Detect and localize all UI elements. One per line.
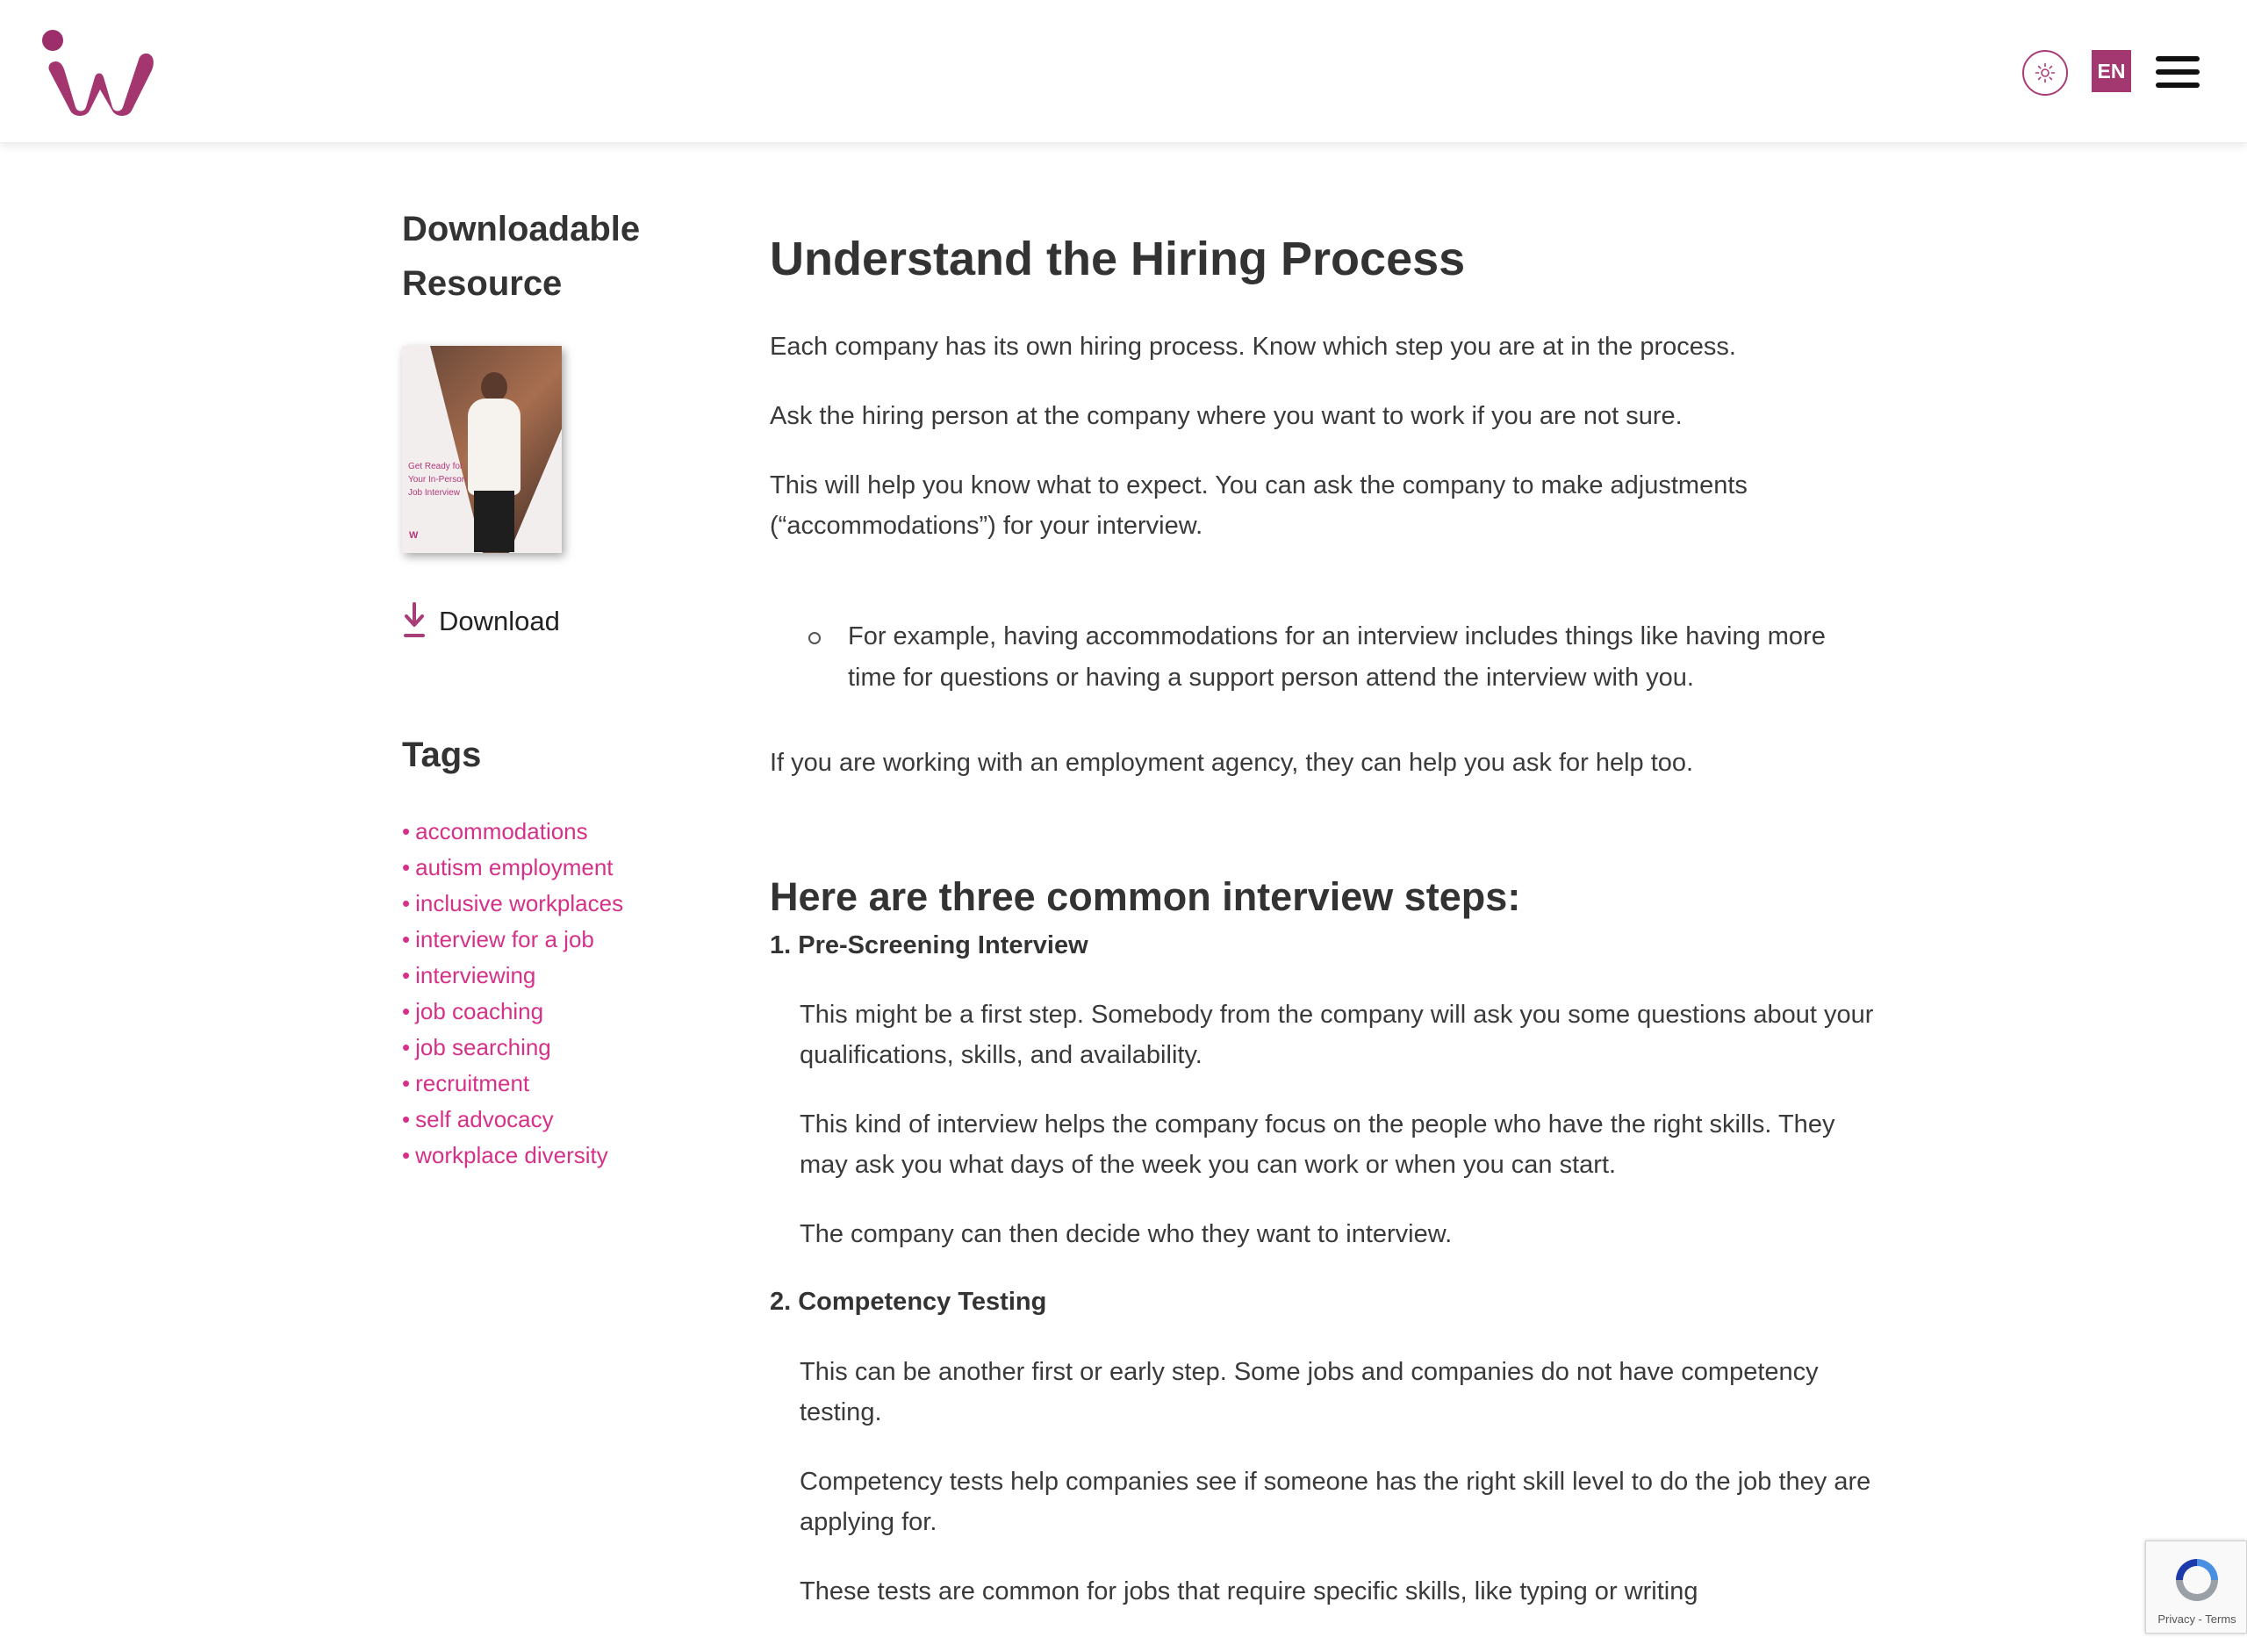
step-paragraph: This can be another first or early step. Some jobs and companies do not have competency testing. bbox=[800, 1358, 1819, 1426]
step-paragraph: This might be a first step. Somebody from the company will ask you some questions about your qualifications, skills, and availability. bbox=[800, 1001, 1874, 1069]
hamburger-menu-icon[interactable] bbox=[2156, 56, 2200, 88]
sidebar bbox=[402, 202, 718, 1174]
resource-cover-image[interactable] bbox=[402, 346, 562, 553]
step-paragraph: This kind of interview helps the company focus on the people who have the right skills. They may ask you what days of the week you can work or when you can start. bbox=[800, 1110, 1835, 1179]
recaptcha-links[interactable]: Privacy - Terms bbox=[2157, 1612, 2236, 1626]
cover-person-legs bbox=[474, 491, 514, 552]
step-title: 2. Competency Testing bbox=[770, 1288, 1047, 1316]
recaptcha-badge[interactable] bbox=[2145, 1541, 2247, 1634]
bullet-circle-icon bbox=[808, 632, 821, 644]
step-paragraph: These tests are common for jobs that require specific skills, like typing or writing bbox=[800, 1577, 1698, 1605]
cover-title: Get Ready for Your In-Person Job Interview bbox=[408, 462, 467, 498]
tag-link[interactable]: • interview for a job bbox=[402, 926, 594, 952]
tag-link[interactable]: • job coaching bbox=[402, 998, 544, 1024]
sun-icon bbox=[2035, 62, 2056, 83]
tag-link[interactable]: • inclusive workplaces bbox=[402, 890, 624, 916]
resource-title: Downloadable Resource bbox=[402, 210, 641, 303]
site-header bbox=[0, 0, 2247, 143]
tag-link[interactable]: • recruitment bbox=[402, 1070, 530, 1096]
tag-link[interactable]: • job searching bbox=[402, 1034, 551, 1060]
step-paragraph: Competency tests help companies see if someone has the right skill level to do the job they are applying for. bbox=[800, 1468, 1871, 1536]
download-link[interactable] bbox=[402, 602, 718, 641]
cover-brand-mark: W bbox=[409, 530, 419, 541]
tag-link[interactable]: • self advocacy bbox=[402, 1106, 554, 1132]
tag-link[interactable]: • workplace diversity bbox=[402, 1142, 608, 1168]
tag-link[interactable]: • autism employment bbox=[402, 854, 614, 880]
tag-link[interactable]: • accommodations bbox=[402, 818, 588, 844]
tag-link[interactable]: • interviewing bbox=[402, 962, 536, 988]
cover-person-head bbox=[481, 372, 507, 402]
step-title: 1. Pre-Screening Interview bbox=[770, 931, 1088, 959]
article-paragraph: This will help you know what to expect. You can ask the company to make adjustments (“accommodations”) for your interview. bbox=[770, 471, 1748, 540]
brand-logo-icon[interactable] bbox=[40, 26, 154, 119]
tags-heading: Tags bbox=[402, 736, 482, 774]
article-paragraph: Each company has its own hiring process. Know which step you are at in the process. bbox=[770, 333, 1736, 361]
article-paragraph: Ask the hiring person at the company where you want to work if you are not sure. bbox=[770, 402, 1683, 430]
page-title: Understand the Hiring Process bbox=[770, 233, 1466, 285]
article-content bbox=[770, 228, 1876, 1612]
step-paragraph: The company can then decide who they want to interview. bbox=[800, 1220, 1453, 1248]
download-arrow-icon bbox=[402, 602, 427, 641]
list-item: For example, having accommodations for an interview includes things like having more time for questions or having a support person attend the interview with you. bbox=[770, 616, 1876, 699]
theme-toggle-button[interactable] bbox=[2022, 50, 2068, 96]
recaptcha-icon bbox=[2169, 1554, 2225, 1606]
steps-heading: Here are three common interview steps: bbox=[770, 874, 1521, 919]
language-button[interactable]: EN bbox=[2092, 50, 2131, 92]
download-label: Download bbox=[439, 606, 560, 636]
tags-list bbox=[402, 814, 718, 1174]
article-paragraph: If you are working with an employment agency, they can help you ask for help too. bbox=[770, 749, 1694, 777]
